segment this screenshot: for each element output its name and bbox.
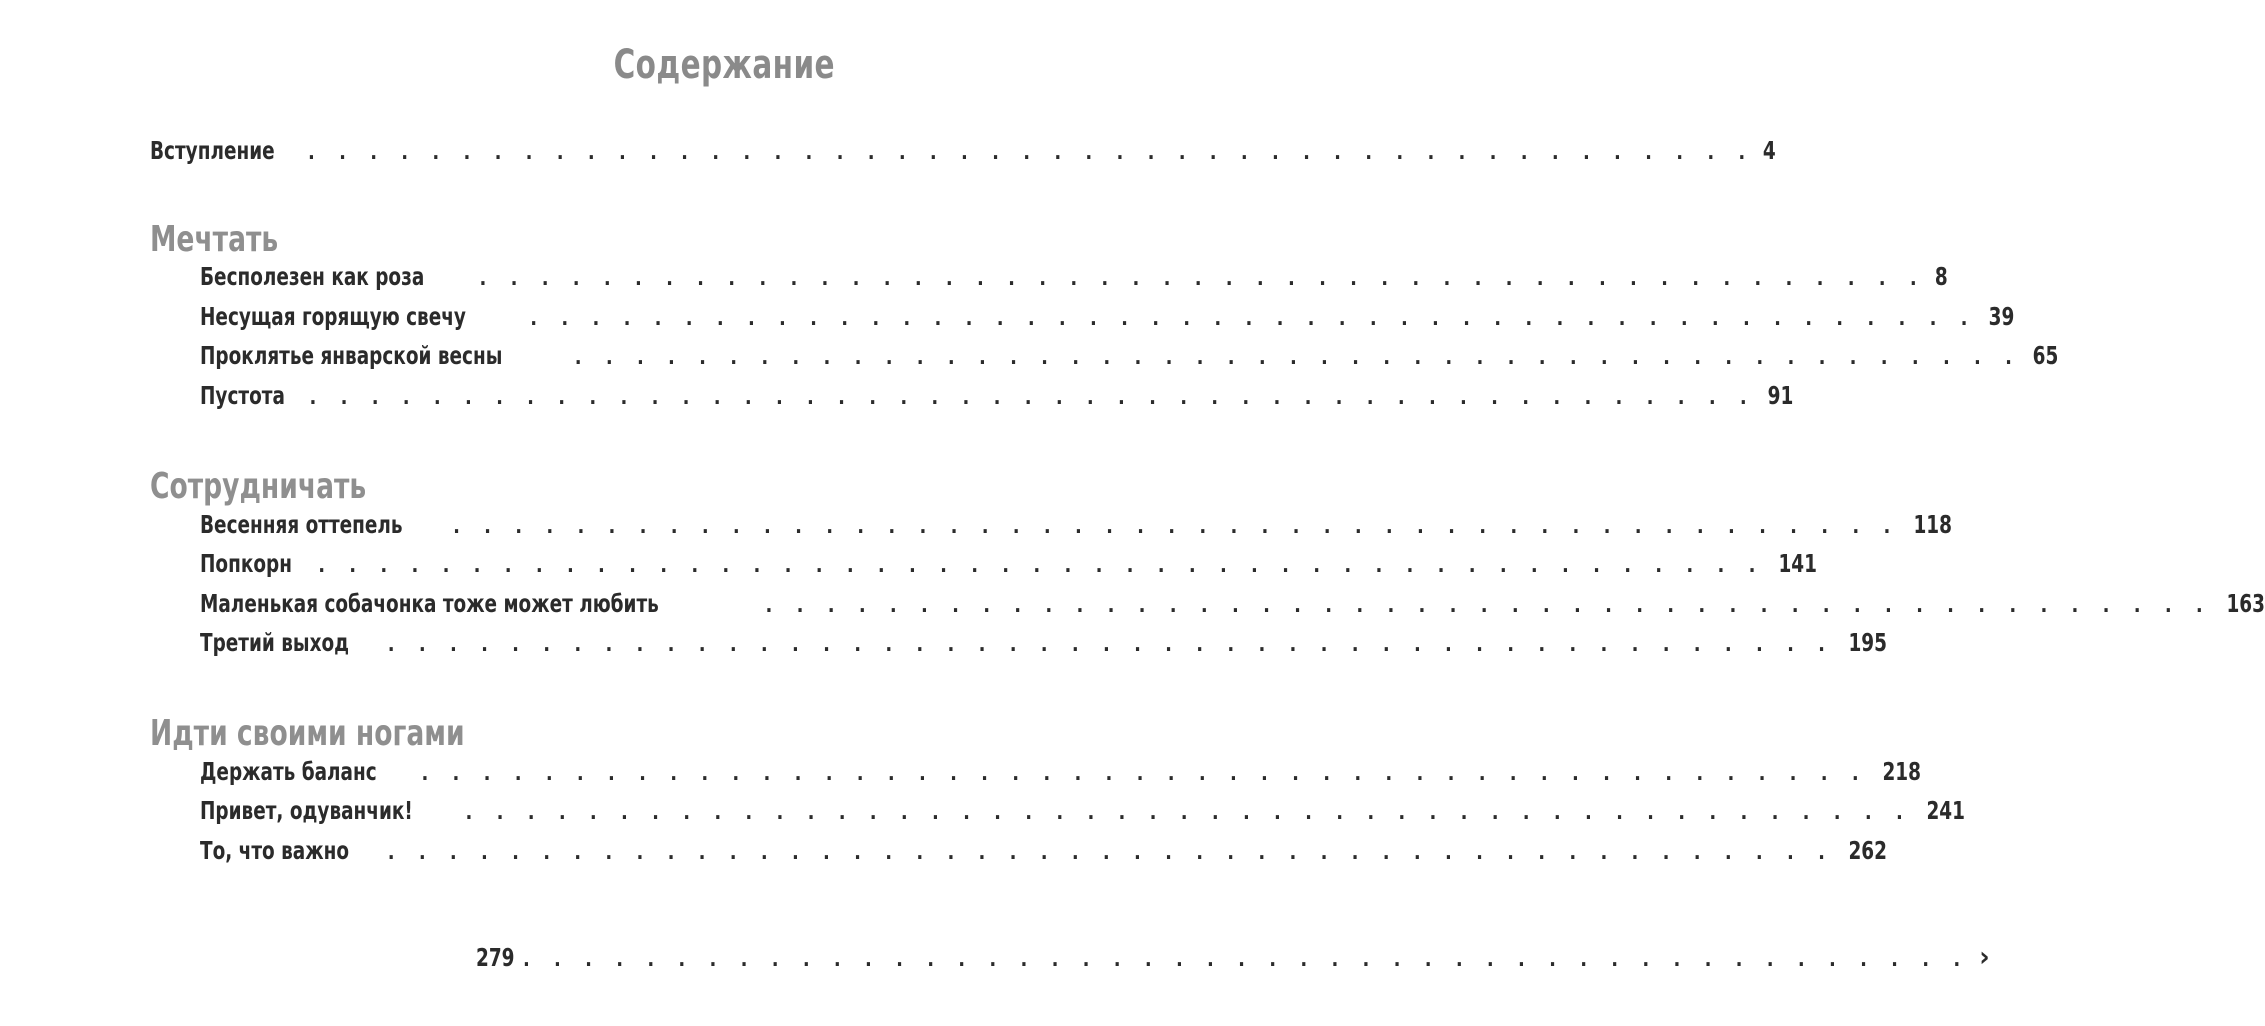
toc-entry-label: Бесполезен как роза <box>200 262 425 291</box>
toc-entry[interactable] <box>200 796 1965 832</box>
toc-entry-label: Проклятье январской весны <box>200 341 503 370</box>
dot-leader: . . . . . . . . . . . . . . . . . . . . . . . . . . . . . . . . . . . . . . . . . . . . . . . <box>308 140 1755 164</box>
toc-entry-page: 65 <box>2032 341 2059 370</box>
section-heading-cooperate: Сотрудничать <box>150 466 367 507</box>
toc-entry[interactable] <box>200 381 1794 417</box>
section-heading-dream: Мечтать <box>150 219 279 260</box>
toc-entry[interactable] <box>200 589 2265 625</box>
toc-entry-page: 218 <box>1882 757 1921 786</box>
dot-leader: . . . . . . . . . . . . . . . . . . . . . . . . . . . . . . . . . . . . . . . . . . . . . . . <box>530 306 1977 330</box>
next-page-arrow-icon[interactable]: › <box>1979 940 1990 973</box>
toc-entry-label: Весенняя оттепель <box>200 510 403 539</box>
toc-entry-page: 118 <box>1913 510 1953 539</box>
toc-entry[interactable] <box>200 549 1818 585</box>
toc-entry[interactable] <box>200 341 2059 377</box>
toc-entry-label: Попкорн <box>200 549 292 578</box>
dot-leader: . . . . . . . . . . . . . . . . . . . . . . . . . . . . . . . . . . . . . . . . . . . . . . . <box>318 553 1765 577</box>
toc-entry-page: 141 <box>1778 549 1818 578</box>
dot-leader: . . . . . . . . . . . . . . . . . . . . . . . . . . . . . . . . . . . . . . . . . . . . . . . <box>387 840 1834 864</box>
section-heading-walk: Идти своими ногами <box>150 713 465 754</box>
toc-entry-label: То, что важно <box>200 836 350 865</box>
dot-leader: . . . . . . . . . . . . . . . . . . . . . . . . . . . . . . . . . . . . . . . . . . . . . . . <box>574 345 2021 369</box>
toc-entry[interactable] <box>200 757 1921 793</box>
dot-leader: . . . . . . . . . . . . . . . . . . . . . . . . . . . . . . . . . . . . . . . . . . . . . . . <box>765 593 2212 617</box>
toc-entry-label: Привет, одуванчик! <box>200 796 413 825</box>
toc-entry-label: Третий выход <box>200 628 350 657</box>
toc-entry-page: 39 <box>1988 302 2014 331</box>
toc-entry-label: Пустота <box>200 381 285 410</box>
toc-entry-label: Держать баланс <box>200 757 377 786</box>
toc-entry-label: Вступление <box>150 136 275 165</box>
page-footer <box>476 940 1990 980</box>
dot-leader: . . . . . . . . . . . . . . . . . . . . . . . . . . . . . . . . . . . . . . . . . . . . . . . <box>522 947 1970 971</box>
toc-entry-page: 91 <box>1767 381 1794 410</box>
dot-leader: . . . . . . . . . . . . . . . . . . . . . . . . . . . . . . . . . . . . . . . . . . . . . . . <box>387 632 1835 656</box>
toc-entry[interactable] <box>200 510 1953 546</box>
dot-leader: . . . . . . . . . . . . . . . . . . . . . . . . . . . . . . . . . . . . . . . . . . . . . . . <box>421 761 1868 785</box>
toc-entry-page: 4 <box>1763 136 1776 165</box>
dot-leader: . . . . . . . . . . . . . . . . . . . . . . . . . . . . . . . . . . . . . . . . . . . . . . . <box>465 800 1912 824</box>
toc-entry-page: 163 <box>2226 589 2265 618</box>
toc-entry-page: 195 <box>1848 628 1887 657</box>
toc-entry-page: 241 <box>1926 796 1965 825</box>
page-title: Содержание <box>613 42 835 88</box>
toc-entry-label: Несущая горящую свечу <box>200 302 466 331</box>
toc-entry[interactable] <box>200 836 1887 872</box>
toc-entry-page: 262 <box>1848 836 1887 865</box>
page-number: 279 <box>476 943 515 972</box>
dot-leader: . . . . . . . . . . . . . . . . . . . . . . . . . . . . . . . . . . . . . . . . . . . . . . . <box>309 385 1756 409</box>
toc-entry-intro[interactable] <box>150 136 1776 172</box>
dot-leader: . . . . . . . . . . . . . . . . . . . . . . . . . . . . . . . . . . . . . . . . . . . . . . . <box>479 266 1926 290</box>
dot-leader: . . . . . . . . . . . . . . . . . . . . . . . . . . . . . . . . . . . . . . . . . . . . . . . <box>453 514 1900 538</box>
toc-entry[interactable] <box>200 628 1887 664</box>
toc-entry[interactable] <box>200 262 1948 298</box>
toc-entry-page: 8 <box>1934 262 1948 291</box>
toc-entry-label: Маленькая собачонка тоже может любить <box>200 589 659 618</box>
toc-entry[interactable] <box>200 302 2014 338</box>
